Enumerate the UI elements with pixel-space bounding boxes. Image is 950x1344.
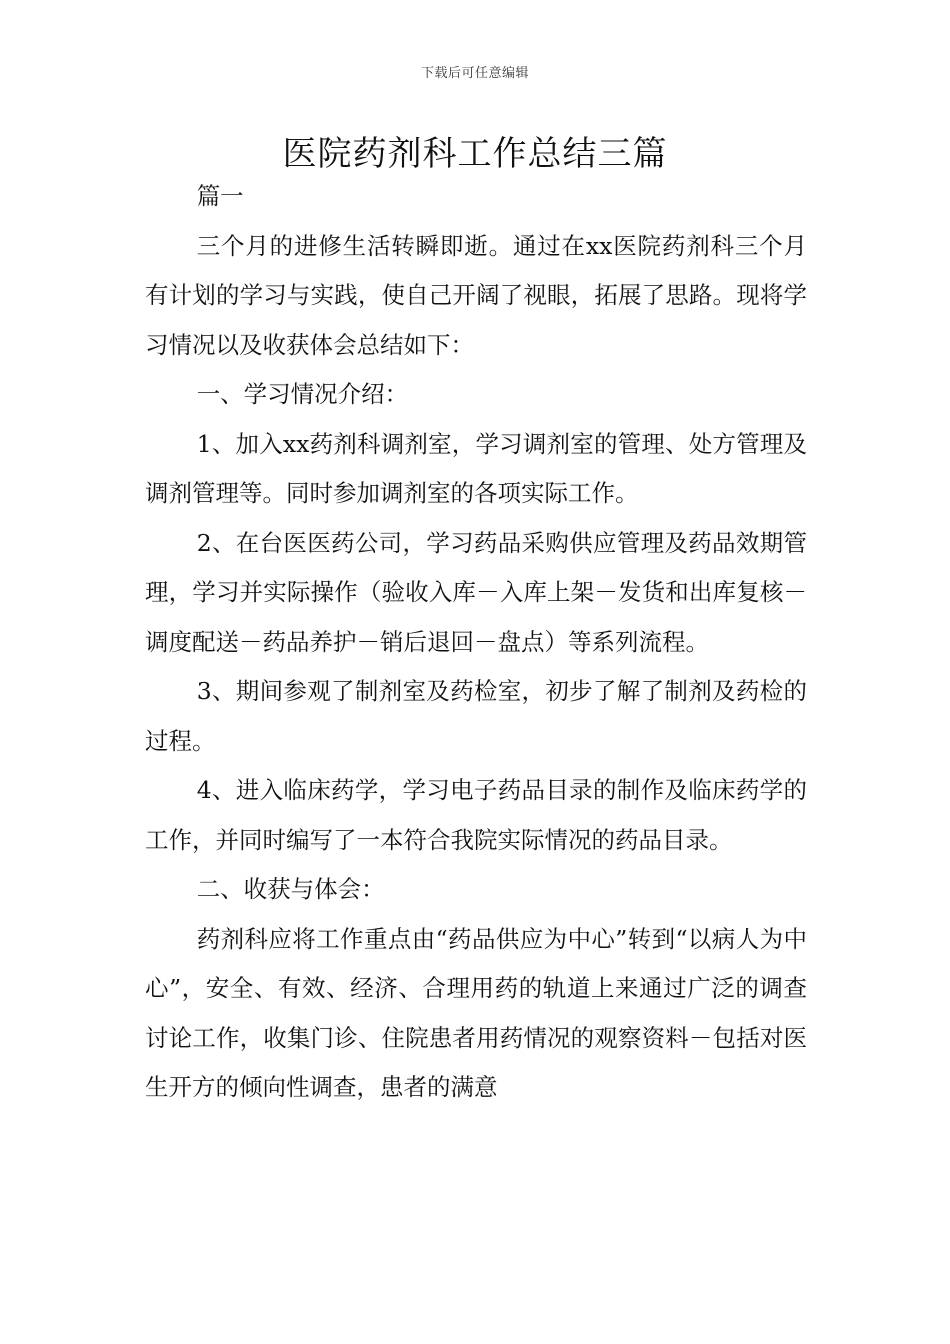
study-item-1: 1、加入xx药剂科调剂室，学习调剂室的管理、处方管理及调剂管理等。同时参加调剂室的各项实际工作。 — [145, 429, 807, 507]
study-item-4: 4、进入临床药学，学习电子药品目录的制作及临床药学的工作，并同时编写了一本符合我院实际情况的药品目录。 — [145, 776, 807, 854]
document-title: 医院药剂科工作总结三篇 — [282, 134, 668, 174]
section-heading-study: 一、学习情况介绍： — [196, 380, 409, 408]
intro-paragraph: 三个月的进修生活转瞬即逝。通过在xx医院药剂科三个月有计划的学习与实践，使自己开阔了视眼，拓展了思路。现将学习情况以及收获体会总结如下： — [145, 231, 807, 359]
document-body — [145, 172, 807, 1113]
study-item-2: 2、在台医医药公司，学习药品采购供应管理及药品效期管理，学习并实际操作（验收入库－入库上架－发货和出库复核－调度配送－药品养护－销后退回－盘点）等系列流程。 — [145, 528, 807, 656]
section-heading-gains: 二、收获与体会： — [196, 875, 385, 903]
study-item-3: 3、期间参观了制剂室及药检室，初步了解了制剂及药检的过程。 — [145, 677, 807, 755]
page-header-note: 下载后可任意编辑 — [420, 66, 529, 81]
gains-paragraph: 药剂科应将工作重点由“药品供应为中心”转到“以病人为中心”，安全、有效、经济、合理用药的轨道上来通过广泛的调查讨论工作，收集门诊、住院患者用药情况的观察资料－包括对医生开方的倾向性调查，患者的满意 — [145, 924, 807, 1101]
section-heading-part-one: 篇一 — [196, 182, 244, 210]
